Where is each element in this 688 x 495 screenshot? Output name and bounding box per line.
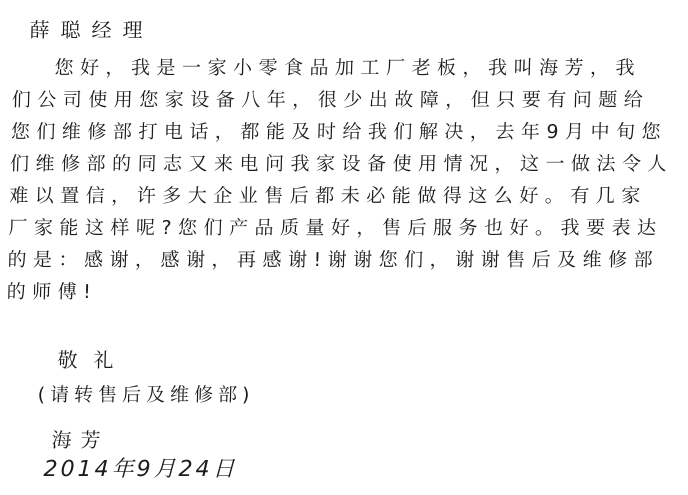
date-line: 2014年9月24日 [43,457,238,482]
body-line: 厂家能这样呢?您们产品质量好，售后服务也好。我要表达 [8,217,663,239]
body-line: 难以置信，许多大企业售后都未必能做得这么好。有几家 [8,185,648,207]
body-line: 们维修部的同志又来电问我家设备使用情况，这一做法令人 [9,153,674,175]
body-line: 您们维修部打电话，都能及时给我们解决，去年9月中旬您 [10,121,668,143]
signature: 海芳 [51,428,110,452]
cc-note: (请转售后及维修部) [37,384,255,406]
body-line: 的是：感谢，感谢，再感谢!谢谢您们，谢谢售后及维修部 [7,249,660,271]
letter-body [6,52,681,308]
body-line: 的师傅! [6,281,98,303]
closing-salute: 敬礼 [57,348,130,372]
salutation: 薛聪经理 [29,18,154,42]
body-line: 们公司使用您家设备八年，很少出故障，但只要有问题给 [11,89,650,111]
body-line: 您好，我是一家小零食品加工厂老板，我叫海芳，我 [54,57,642,79]
